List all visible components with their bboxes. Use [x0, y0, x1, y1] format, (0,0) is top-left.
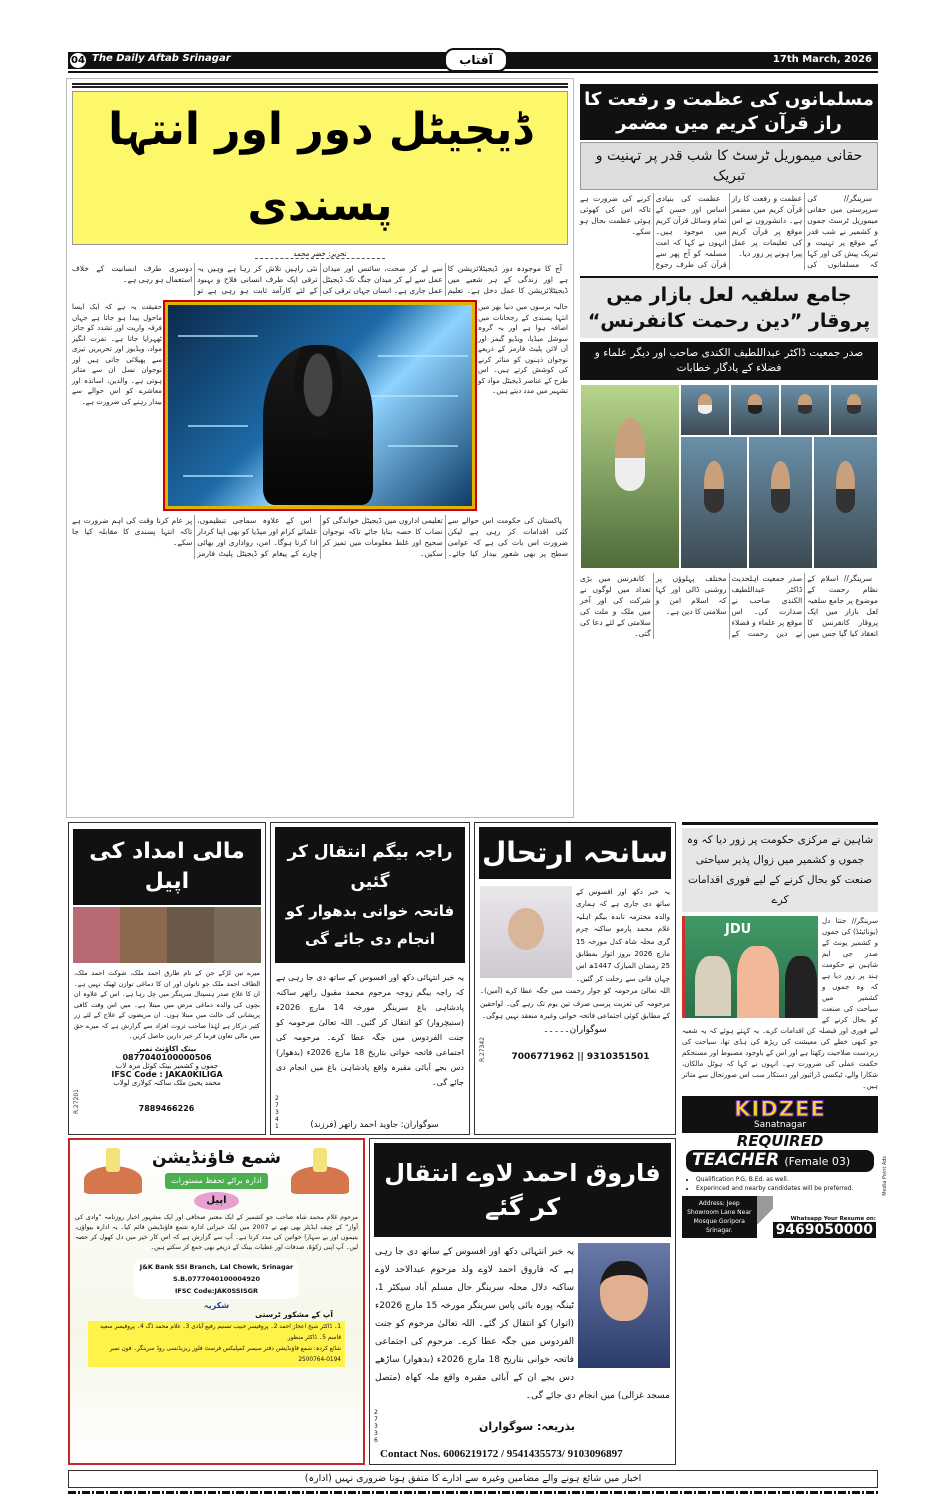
foundation-body: مرحوم غلام محمد شاہ صاحب جو کشمیر کے ایک معتبر صحافی اور ایک مشہور اخبار روزنامہ ”وادی کی آواز“ کے چیف ایڈیٹر بھی تھے نے 2007 میں ایک خیراتی ادارہ شمع فاؤنڈیشن قائم کیا۔ یہ ادارہ بیواؤں، یتیموں اور بے سہارا خواتین کی مدد کرتا ہے۔ آپ سے گزارش ہے کہ اس کار خیر میں دل کھول کر حصہ لیں۔ آپ اپنی زکوٰۃ، صدقات اور عطیات بینک کے ذریعے بھی جمع کر سکتے ہیں۔ [75, 1214, 359, 1251]
divider [682, 822, 878, 825]
story-text: سرینگر// جنتا دل (یونائیٹڈ) کی جموں و کشمیر یونٹ کے صدر جی ایم شاہین نے حکومت ہند پر زور دیا ہے کہ وہ جموں و کشمیر میں سیاحت کی صنعت کو بحال کرنے کے لیے فوری اور فیصلہ کن اقدامات کرے۔ یہ کہتے ہوئے کہ یہ شعبہ جو کبھی خطے کی معیشت کی ریڑھ کی ہڈی تھا، سیاحت کی زبردست صلاحیت رکھتا ہے اور اس کے باوجود مضبوط اور مستحکم حکمت عملی کی ضرورت ہے۔ انہوں نے کہا کہ ہوٹل مالکان، شکارا والے، ٹیکسی ڈرائیور اور دستکار سب اس صورتحال سے متاثر ہیں۔ [682, 917, 878, 1090]
page-number: 04 [71, 55, 85, 66]
subhead-conference: صدر جمعیت ڈاکٹر عبداللطیف الکندی صاحب اور دیگر علماء و فضلاء کے یادگار خطابات [580, 342, 878, 380]
story-body [580, 573, 878, 639]
scholar-photo [830, 384, 878, 436]
byline: تحریر: خضر محمد [255, 250, 385, 259]
hacker-figure [263, 345, 373, 505]
shama-foundation-ad [68, 1138, 365, 1465]
kidzee-logo: KIDZEE [734, 1097, 826, 1121]
foundation-tagline: ادارہ برائے تحفظ مستورات [165, 1173, 268, 1189]
kidzee-teacher-ad [682, 1096, 888, 1238]
issue-date: 17th March, 2026 [772, 54, 872, 65]
person-photo [214, 907, 261, 963]
article-body-right: حالیہ برسوں میں دنیا بھر میں انتہا پسندی کے رجحانات میں اضافہ ہوا ہے اور یہ گروہ سوشل میڈیا، ویڈیو گیمز اور آن لائن پلیٹ فارمز کے ذریعے نوجوان ذہنوں کو متاثر کرنے کی کوشش کرتے ہیں۔ اس طرح کے عناصر ڈیجیٹل مواد کو تشہیر میں مدد دیتے ہیں۔ [478, 303, 568, 395]
trustees-label: آپ کے مشکور ٹرستی [255, 1310, 333, 1319]
ad-code: 27336 [374, 1409, 378, 1444]
obituary-farooq [369, 1138, 676, 1465]
headline-quran: مسلمانوں کی عظمت و رفعت کا راز قرآن کریم میں مضمر [580, 84, 878, 140]
contact-numbers: Contact Nos. 6006219172 / 9541435573/ 9103096897 [380, 1448, 623, 1460]
ad-code: 27341 [275, 1095, 279, 1130]
appellant-name: محمد یحییٰ ملک ساکنہ کولاری لولاب [113, 1078, 221, 1087]
ad-code: R.27342 [479, 1037, 486, 1063]
article-image-hacker [165, 302, 475, 509]
phone-number: 7889466226 [138, 1104, 195, 1114]
foundation-title: شمع فاؤنڈیشن [152, 1148, 281, 1168]
decor-triangle [757, 1196, 773, 1238]
hands-candle-icon [291, 1146, 349, 1194]
deceased-photo [480, 886, 572, 978]
ifsc-code: IFSC Code : JAKA0KILIGA [111, 1069, 223, 1079]
conference-photos [580, 384, 878, 569]
ad-code: R.27201 [73, 1088, 80, 1114]
paragraph: اس کے علاوہ سماجی تنظیموں، علمائے کرام اور میڈیا کو بھی اپنا کردار ادا کرنا ہوگا۔ امن، رواداری اور بھائی چارے کے پیغام کو ڈیجیٹل پلیٹ فارمز پر عام کرنا وقت کی اہم ضرورت ہے تاکہ انتہا پسندی کا مقابلہ کیا جا سکے۔ [72, 516, 318, 558]
obituary-headline: سانحہ ارتحال [479, 827, 671, 879]
trustees-list: 1۔ ڈاکٹر شیخ اعجاز احمد 2۔ پروفیسر حبیب تسنیم رفیع آبادی 3۔ غلام محمد ڈگ 4۔ پروفیسر سعید قاسم 5۔ ڈاکٹر منظور [100, 1324, 341, 1341]
obituary-body [475, 883, 675, 1025]
person-photo [73, 907, 120, 963]
obituary-text: یہ خبر انتہائی دکھ اور افسوس کے ساتھ دی جا رہی ہے کہ فاروق احمد لاوے ولد مرحوم عبدالاحد لاوے ساکنہ دلال محلہ سرینگر حال مسلم آباد سیکٹر 1، ٹینگہ پورہ بائی پاس سرینگر مورخہ 15 مارچ 2026ء (اتوار) کو انتقال کر گئے۔ اللہ تعالیٰ مرحوم کو جنت الفردوس میں جگہ عطا کرے۔ مرحوم کی اجتماعی فاتحہ خوانی بتاریخ 18 مارچ 2026ء (بدھوار) ساڑھے دس بجے ان کے آبائی مقبرہ واقع ملہ کھاہ (متصل مسجد غزالی) میں انجام دی جائے گی۔ [375, 1247, 670, 1401]
disclaimer: اخبار میں شائع ہونے والے مضامین وغیرہ سے ادارے کا متفق ہونا ضروری نہیں (ادارہ) [68, 1470, 878, 1488]
ifsc-code: IFSC Code:JAK0SSISGR [175, 1287, 258, 1295]
position-title: TEACHER [692, 1150, 780, 1170]
paper-name: The Daily Aftab Srinagar [92, 53, 231, 64]
position-detail: (Female 03) [784, 1155, 851, 1168]
scholar-photo [748, 436, 813, 569]
scholar-photo [680, 384, 730, 436]
account-number: 0877040100000506 [122, 1052, 212, 1062]
kidzee-address: Address: Jeep Showroom Lane Near Mosque Goripora Srinagar. [682, 1196, 757, 1238]
whatsapp-label: Whatsapp Your Resume on: [790, 1216, 876, 1222]
kidzee-header [682, 1096, 878, 1133]
obituary-header [275, 827, 465, 963]
paragraph: آج کا موجودہ دور ڈیجیٹلائزیشن کا ہے اور زندگی کے ہر شعبے میں ڈیجیٹلائزیشن کا عمل دخل ہے۔ تعلیم سے لے کر صحت، سائنس اور میدان عمل سے لے کر میدان جنگ تک ڈیجیٹل عمل جاری ہے۔ انسان جہاں ترقی کی نئی راہیں تلاش کر رہا ہے وہیں یہ ترقی ایک طرف انسانی فلاح و بہبود کے لئے کارآمد ثابت ہو رہی ہے تو دوسری طرف انسانیت کے خلاف استعمال ہو رہی ہے۔ [72, 264, 568, 295]
requirement-item: • Qualification P.G, B.Ed. as well. [696, 1175, 874, 1184]
obituary-headline: راجہ بیگم انتقال کر گئیں [287, 842, 453, 892]
requirements-list [696, 1175, 874, 1193]
obituary-headline: فاروق احمد لاوے انتقال کر گئے [374, 1143, 671, 1237]
scholar-photo [780, 384, 830, 436]
obituary-raja-begum [270, 822, 470, 1135]
obituary-subhead: فاتحہ خوانی بدھوار کو انجام دی جائے گی [285, 902, 455, 948]
obituary-text: یہ خبر دکھ اور افسوس کے ساتھ دی جاری ہے کہ ہماری والدہ محترمہ تابدہ بیگم اہلیہ غلام محمد پارمو ساکنہ چرم گری محلہ شاہ کدل مورخہ 15 مارچ 2026 بروز اتوار بمطابق 25 رمضان المبارک 1447ھ اس جہان فانی سے رحلت کر گئیں۔ اللہ تعالیٰ مرحومہ کو جوار رحمت میں جگہ عطا کرے (آمین)۔ مرحومہ کی تعزیت پرسی صرف تین یوم تک رہے گی۔ لواحقین کے مطابق کوئی اجتماعی فاتحہ خوانی وغیرہ منعقد نہیں ہوگی۔ [480, 888, 670, 1021]
appeal-headline: مالی امداد کی اپیل [73, 829, 261, 905]
person-photo [120, 907, 167, 963]
kidzee-branch: Sanatnagar [753, 1120, 807, 1130]
article-body-top [72, 263, 568, 296]
whatsapp-number: 9469050000 [773, 1222, 876, 1238]
bank-branch: J&K Bank SSI Branch, Lal Chowk, Srinagar [139, 1263, 294, 1271]
paragraph: عظمت کی بنیادی اساس اور حسن کے تمام وسائل قرآن کریم میں موجود ہیں۔ انہوں نے کہا کہ امت مسلمہ کو آج پھر سے قرآن کی طرف رجوع کرنے کی ضرورت ہے تاکہ اس کی کھوئی ہوئی عظمت بحال ہو سکے۔ [580, 194, 727, 269]
obituary-body [370, 1241, 675, 1407]
paragraph: سرینگر// اسلام کے نظام رحمت کے موضوع پر جامع سلفیہ لعل بازار میں ایک پروقار کانفرنس کا انعقاد کیا گیا جس میں صدر جمعیت اہلحدیث ڈاکٹر عبداللطیف الکندی صاحب نے صدارت کی۔ اس موقع پر علماء و فضلاء نے دین رحمت کے مختلف پہلوؤں پر روشنی ڈالی اور کہا کہ اسلام امن و سلامتی کا دین ہے۔ [655, 574, 878, 638]
scholar-photo [680, 436, 748, 569]
article-body-bottom [72, 515, 568, 559]
speaker-photo [580, 384, 680, 569]
foundation-address: شائع کردہ: شمع فاؤنڈیشن دفتر سیمبر کمپلیکس فرسٹ فلور ریزیڈنسی روڈ سرینگر۔ فون نمبر 0194-2500764 [109, 1346, 341, 1363]
obituary-tabida-begum [474, 822, 676, 1135]
position-banner [686, 1150, 874, 1172]
masthead [68, 52, 878, 69]
paragraph: پاکستان کی حکومت اس حوالے سے کئی اقدامات کر رہی ہے لیکن ضرورت اس بات کی ہے کہ عوامی سطح پر بھی شعور بیدار کیا جائے۔ تعلیمی اداروں میں ڈیجیٹل خواندگی کو نصاب کا حصہ بنایا جائے تاکہ نوجوان صحیح اور غلط معلومات میں تمیز کر سکیں۔ [322, 516, 568, 558]
headline-conference: جامع سلفیہ لعل بازار میں پروقار ”دین رحمت کانفرنس“ [580, 276, 878, 338]
story-body [682, 916, 878, 1092]
appeal-photos [73, 907, 261, 963]
phone-numbers: 7006771962 || 9310351501 [511, 1052, 650, 1063]
requirement-item: • Experinced and nearby candidates will be preferred. [696, 1184, 874, 1193]
subhead-quran: حقانی میموریل ٹرسٹ کا شب قدر پر تہنیت و تبریک [580, 142, 878, 190]
mourners: سوگواران: جاوید احمد راتھر (فرزند) [310, 1120, 439, 1130]
obituary-body: یہ خبر انتہائی دکھ اور افسوس کے ساتھ دی جا رہی ہے کہ راجہ بیگم زوجہ مرحوم محمد مقبول راتھر ساکنہ پادشاہی باغ سرینگر مورخہ 14 مارچ 2026ء (سنیچروار) کو انتقال کر گئیں۔ اللہ تعالیٰ مرحومہ کو جنت الفردوس میں جگہ عطا کرے۔ مرحومہ کی اجتماعی فاتحہ خوانی بتاریخ 18 مارچ 2026ء (بدھوار) دس بجے آبائی مقبرہ واقع پادشاہی باغ میں انجام دی جائے گی۔ [276, 973, 464, 1087]
jdu-banner: JDU [725, 922, 752, 937]
financial-appeal-ad [68, 822, 266, 1135]
paragraph: کانفرنس میں بڑی تعداد میں لوگوں نے شرکت کی اور آخر میں ملک و ملت کی سلامتی کے لئے دعا کی گئی۔ [580, 574, 651, 638]
bank-details [134, 1259, 299, 1299]
divider [72, 83, 568, 88]
article-image-row [72, 302, 568, 509]
required-label: REQUIRED [736, 1132, 824, 1150]
main-headline: ڈیجیٹل دور اور انتہا پسندی [72, 91, 568, 245]
article-body-left: حقیقت یہ ہے کہ ایک ایسا ماحول پیدا ہو جاتا ہے جہاں فرقہ واریت اور تشدد کو جائز ٹھہرایا جاتا ہے۔ نفرت انگیز مواد، ویڈیوز اور تحریریں تیزی سے پھیلائی جاتی ہیں اور نوجوان نسل ان سے متاثر ہوتی ہے۔ والدین، اساتذہ اور معاشرے کو اس حوالے سے بیدار رہنے کی ضرورت ہے۔ [72, 303, 162, 406]
hands-candle-icon [84, 1146, 142, 1194]
trustees-box [88, 1321, 345, 1367]
appeal-label: اپیل [194, 1192, 238, 1210]
right-column [580, 84, 878, 639]
newspaper-logo: آفتاب [444, 48, 508, 72]
scholar-photo [730, 384, 780, 436]
kidzee-footer [682, 1196, 878, 1238]
mourners: سوگواران۔۔۔۔۔ [543, 1025, 607, 1036]
bank-name: جموں و کشمیر بینک کوئل مرہ لاب [115, 1061, 219, 1070]
thanks-label: شکریہ [203, 1301, 230, 1310]
lower-section [68, 822, 888, 1494]
account-label: بینک اکاؤنٹ نمبر [137, 1044, 197, 1053]
story-body [580, 193, 878, 270]
person-photo [167, 907, 214, 963]
bank-account: S.B.0777040100004920 [173, 1275, 260, 1283]
deceased-photo [578, 1243, 670, 1368]
paragraph: سرینگر// کی سرپرستی میں حقانی میموریل ٹرسٹ جموں و کشمیر نے شب قدر کے موقع پر تہنیت و تبریک پیش کی اور کہا کہ مسلمانوں کی عظمت و رفعت کا راز قرآن کریم میں مضمر ہے۔ دانشوروں نے اس موقع پر قرآن کریم کی تعلیمات پر عمل پیرا ہونے پر زور دیا۔ [731, 194, 878, 269]
jdu-press-photo [682, 916, 818, 1018]
divider [68, 71, 878, 73]
main-article [66, 78, 574, 818]
ad-credit: Media Point Ads [882, 1156, 888, 1196]
scholar-photo [813, 436, 878, 569]
headline-tourism: شاہین نے مرکزی حکومت پر زور دیا کہ وہ جموں و کشمیر میں زوال پذیر سیاحتی صنعت کو بحال کرنے کے لیے فوری اقدامات کرے [682, 828, 878, 912]
appeal-body: میرے تین لڑکے جن کے نام طارق احمد ملک، شوکت احمد ملک، الطاف احمد ملک جو ناتوان اور ان کا دماغی توازن ٹھیک نہیں ہے۔ ان کا علاج صدر ہسپتال سرینگر میں چل رہا ہے۔ اس کے علاوہ ان بچوں کی والدہ دماغی مرض میں مبتلا ہے۔ میں اس وقت کافی پریشانی کی حالت میں مبتلا ہوں۔ ان مریضوں کے علاج کے لئے زر کثیر درکار ہے لہٰذا صاحب ثروت افراد سے گزارش ہے کہ میرے حق میں مالی تعاون فرما کر خیر دارین حاصل کریں۔ [74, 969, 260, 1040]
mourners: بذریعہ: سوگواران [478, 1420, 576, 1433]
